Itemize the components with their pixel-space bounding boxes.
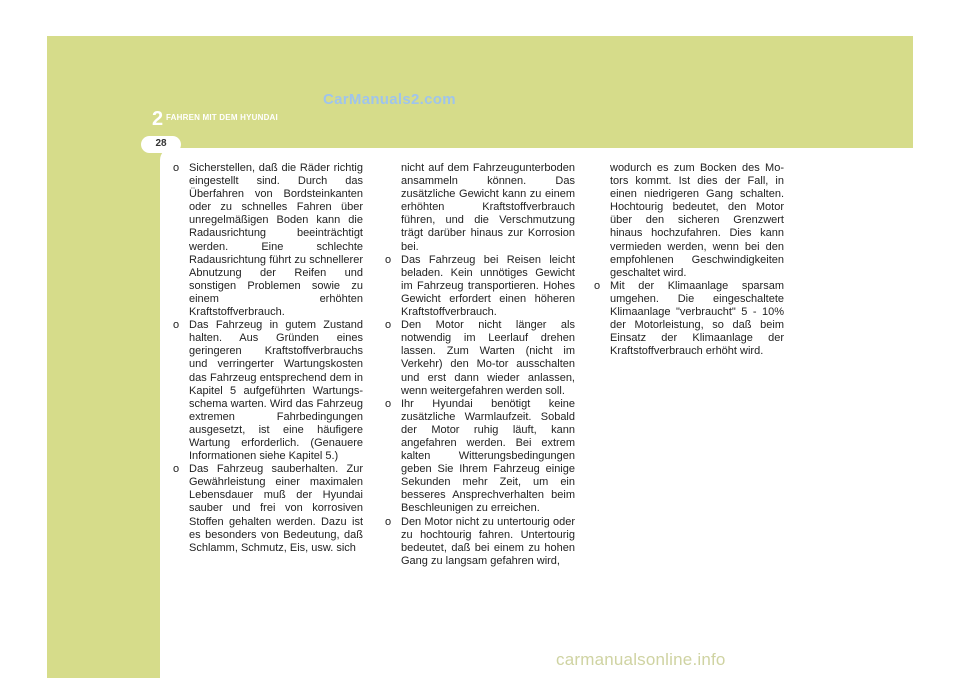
text-column-3 [594, 162, 784, 358]
bullet-marker: o [173, 463, 180, 476]
text-column-1 [173, 162, 363, 555]
list-item [173, 319, 363, 463]
bullet-marker: o [594, 279, 601, 292]
list-item [385, 254, 575, 319]
text-column-2 [385, 162, 575, 568]
watermark-top[interactable]: CarManuals2.com [323, 91, 456, 108]
page-number: 28 [155, 138, 167, 149]
list-item-text: Den Motor nicht zu untertourig oder zu hochtourig fahren. Untertourig bedeutet, daß bei einem zu hohen Gang zu langsam gefahren wird, [401, 515, 575, 567]
list-item-text: Ihr Hyundai benötigt keine zusätzliche Warmlaufzeit. Sobald der Motor ruhig läuft, kann angefahren werden. Bei extrem kalten Witterungsbedingungen geben Sie Ihrem Fahrzeug einige Sekunden mehr Zeit, um ein besseres Ansprechverhalten beim Beschleunigen zu erreichen. [401, 397, 575, 515]
bullet-marker: o [385, 397, 392, 410]
list-item [385, 516, 575, 568]
bullet-marker: o [385, 253, 392, 266]
list-item-text: Sicherstellen, daß die Räder richtig eingestellt sind. Durch das Überfahren von Bordsteinkanten oder zu schnelles Fahren über unregelmäßigen Boden kann die Radausrichtung beeinträchtigt werden. Eine schlechte Radausrichtung führt zu schnellerer Abnutzung der Reifen und sonstigen Problemen sowie zu einem erhöhten Kraftstoffverbrauch. [189, 162, 363, 319]
list-item-continuation [385, 162, 575, 254]
list-item [173, 162, 363, 319]
continuation-text: nicht auf dem Fahrzeugunterboden ansammeln können. Das zusätzliche Gewicht kann zu einem erhöhten Kraftstoffverbrauch führen, und die Verschmutzung trägt darüber hinaus zur Korrosion bei. [401, 162, 575, 253]
bullet-marker: o [173, 319, 180, 332]
chapter-number: 2 [152, 108, 164, 130]
list-item-text: Das Fahrzeug sauberhalten. Zur Gewährleistung einer maximalen Lebensdauer muß der Hyundai sauber und frei von korrosiven Stoffen gehalten werden. Dazu ist es besonders von Bedeutung, daß Schlamm, Schmutz, Eis, usw. sich [189, 463, 363, 554]
bullet-marker: o [385, 319, 392, 332]
list-item-text: Den Motor nicht länger als notwendig im Leerlauf drehen lassen. Zum Warten (nicht im Verkehr) den Mo-tor ausschalten und erst dann wieder anlassen, wenn weitergefahren werden soll. [401, 319, 575, 397]
list-item [385, 319, 575, 398]
list-item [385, 398, 575, 516]
list-item-text: Mit der Klimaanlage sparsam umgehen. Die eingeschaltete Klimaanlage "verbraucht" 5 - 10% der Motorleistung, so daß beim Einsatz der Klimaanlage der Kraftstoffverbrauch erhöht wird. [610, 279, 784, 358]
list-item [594, 280, 784, 359]
continuation-text: wodurch es zum Bocken des Mo-tors kommt. Ist dies der Fall, in einen niedrigeren Gang schalten. Hochtourig bedeutet, den Motor über den sicheren Grenzwert hinaus hochzufahren. Dies kann vermieden werden, wenn bei den empfohlenen Geschwindigkeiten geschaltet wird. [610, 162, 784, 279]
list-item-text: Das Fahrzeug bei Reisen leicht beladen. Kein unnötiges Gewicht im Fahrzeug transportieren. Hohes Gewicht erfordert einen höheren Kraftstoffverbrauch. [401, 253, 575, 319]
list-item-text: Das Fahrzeug in gutem Zustand halten. Aus Gründen eines geringeren Kraftstoffverbrauchs und verringerter Wartungskosten das Fahrzeug entsprechend dem in Kapitel 5 aufgeführten Wartungs-schema warten. Wird das Fahrzeug extremen Fahrbedingungen ausgesetzt, ist eine häufigere Wartung erforderlich. (Genauere Informationen siehe Kapitel 5.) [189, 319, 363, 463]
chapter-title: FAHREN MIT DEM HYUNDAI [166, 113, 278, 122]
list-item [173, 463, 363, 555]
bullet-marker: o [385, 515, 392, 528]
watermark-bottom[interactable]: carmanualsonline.info [556, 650, 726, 669]
bullet-marker: o [173, 162, 180, 174]
list-item-continuation [594, 162, 784, 280]
